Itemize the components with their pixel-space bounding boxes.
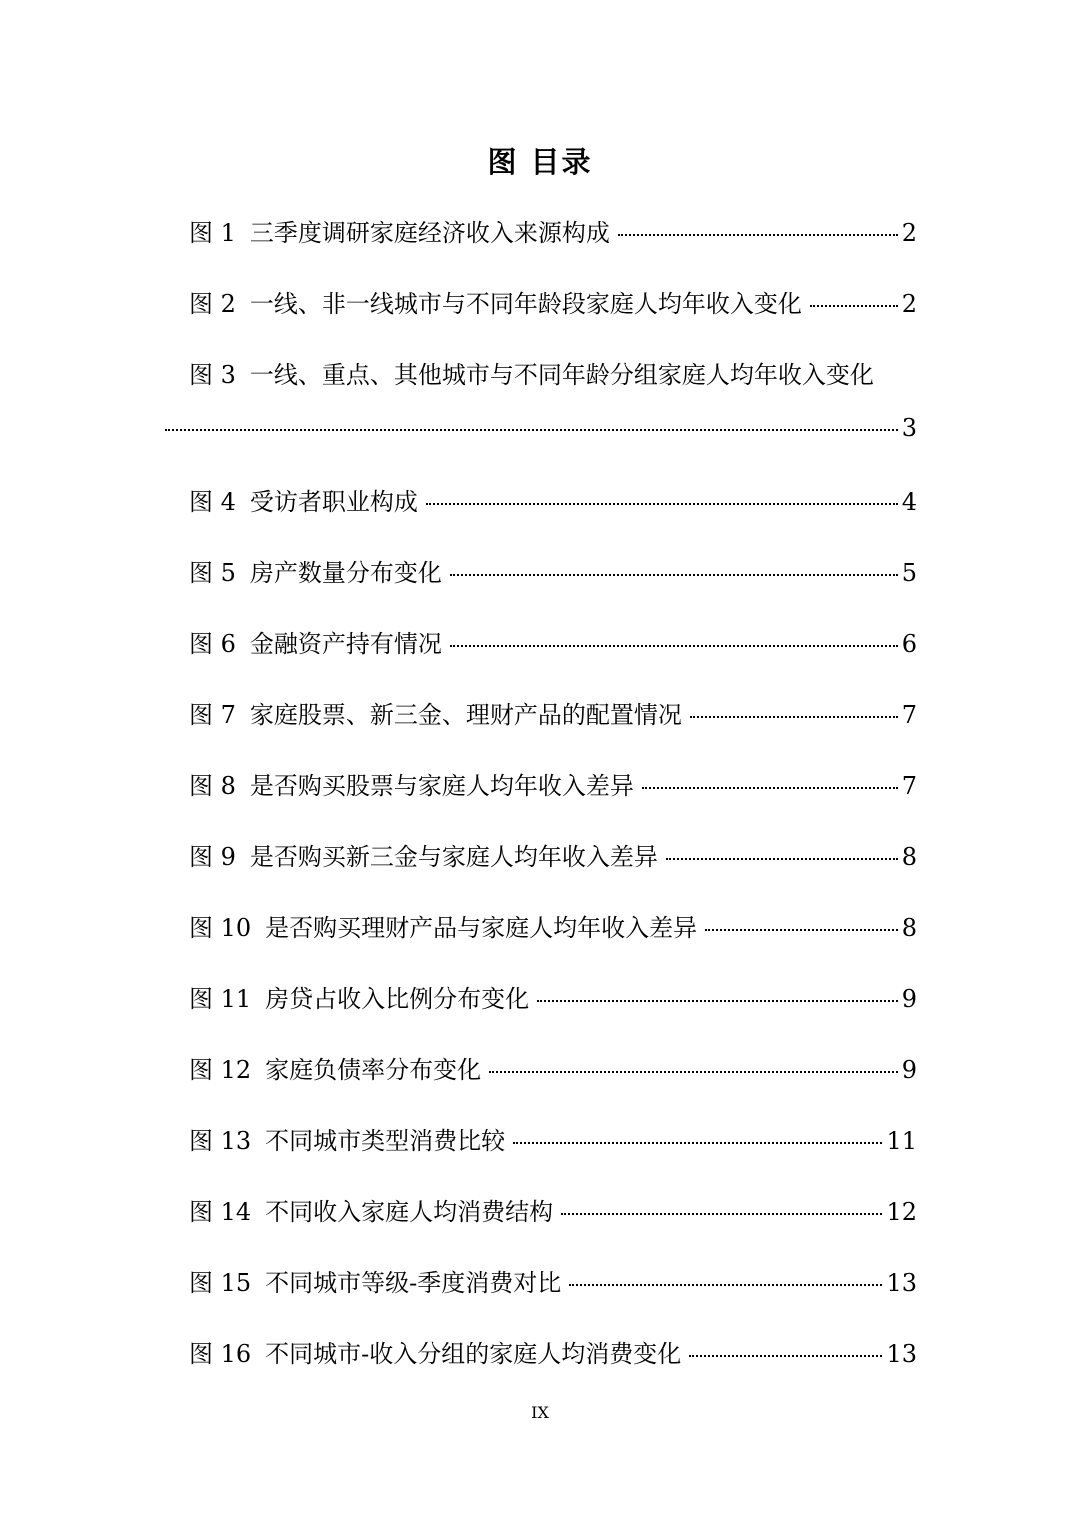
figure-number: 图 16	[189, 1340, 252, 1368]
dot-leader	[569, 1284, 882, 1286]
figure-caption: 不同城市类型消费比较	[265, 1127, 506, 1155]
figure-number: 图 15	[189, 1269, 252, 1297]
dot-leader	[666, 858, 898, 860]
toc-entry[interactable]	[189, 766, 917, 802]
page-number: 12	[886, 1198, 917, 1226]
toc-entry[interactable]	[189, 1192, 917, 1228]
page-number: 5	[901, 559, 917, 587]
figure-caption: 是否购买新三金与家庭人均年收入差异	[249, 843, 658, 871]
figure-number: 图 5	[189, 559, 236, 587]
toc-entry[interactable]	[189, 1050, 917, 1086]
figure-number: 图 4	[189, 488, 236, 516]
dot-leader	[689, 1355, 882, 1357]
toc-entry[interactable]	[189, 624, 917, 660]
figure-caption: 是否购买理财产品与家庭人均年收入差异	[265, 914, 698, 942]
figure-caption: 不同城市-收入分组的家庭人均消费变化	[265, 1340, 682, 1368]
figure-number: 图 13	[189, 1127, 252, 1155]
figure-caption: 不同收入家庭人均消费结构	[265, 1198, 554, 1226]
dot-leader	[705, 929, 898, 931]
dot-leader	[810, 305, 898, 307]
figure-number: 图 3	[189, 361, 236, 389]
figure-number: 图 14	[189, 1198, 252, 1226]
page-number: 7	[901, 772, 917, 800]
page-number: 3	[901, 414, 917, 442]
dot-leader	[537, 1000, 898, 1002]
page-number: 13	[886, 1269, 917, 1297]
toc-entry[interactable]	[189, 553, 917, 589]
page-number: 11	[886, 1127, 917, 1155]
dot-leader	[450, 574, 898, 576]
dot-leader	[618, 234, 898, 236]
toc-entry[interactable]	[189, 284, 917, 320]
toc-entry[interactable]	[189, 482, 917, 518]
figure-number: 图 11	[189, 985, 252, 1013]
toc-entry[interactable]	[189, 1334, 917, 1370]
page-number: 9	[901, 1056, 917, 1084]
figure-number: 图 10	[189, 914, 252, 942]
dot-leader	[165, 429, 898, 431]
toc-entry[interactable]	[189, 213, 917, 249]
dot-leader	[426, 503, 898, 505]
figure-number: 图 1	[189, 219, 236, 247]
dot-leader	[489, 1071, 898, 1073]
toc-entry[interactable]	[189, 695, 917, 731]
figure-caption: 受访者职业构成	[249, 488, 418, 516]
figure-number: 图 9	[189, 843, 236, 871]
page-number: 6	[901, 630, 917, 658]
dot-leader	[450, 645, 898, 647]
figure-caption: 家庭负债率分布变化	[265, 1056, 482, 1084]
toc-entry[interactable]	[189, 908, 917, 944]
figure-number: 图 7	[189, 701, 236, 729]
toc-entry[interactable]	[189, 837, 917, 873]
toc-entry[interactable]	[189, 979, 917, 1015]
figure-caption: 一线、非一线城市与不同年龄段家庭人均年收入变化	[249, 290, 802, 318]
figure-number: 图 2	[189, 290, 236, 318]
page-footer-number: IX	[531, 1403, 549, 1422]
dot-leader	[561, 1213, 882, 1215]
figure-caption: 是否购买股票与家庭人均年收入差异	[249, 772, 634, 800]
figure-caption: 金融资产持有情况	[249, 630, 442, 658]
figure-number: 图 8	[189, 772, 236, 800]
page-number: 7	[901, 701, 917, 729]
figure-caption: 不同城市等级-季度消费对比	[265, 1269, 562, 1297]
page-number: 8	[901, 914, 917, 942]
figure-caption: 一线、重点、其他城市与不同年龄分组家庭人均年收入变化	[249, 361, 874, 389]
toc-entry[interactable]	[189, 1121, 917, 1157]
page-number: 2	[901, 219, 917, 247]
page-number: 9	[901, 985, 917, 1013]
page-number: 8	[901, 843, 917, 871]
figure-caption: 房产数量分布变化	[249, 559, 442, 587]
figure-number: 图 12	[189, 1056, 252, 1084]
page-number: 13	[886, 1340, 917, 1368]
dot-leader	[513, 1142, 882, 1144]
page-title: 图 目录	[487, 145, 593, 179]
figure-caption: 三季度调研家庭经济收入来源构成	[249, 219, 610, 247]
figure-number: 图 6	[189, 630, 236, 658]
dot-leader	[642, 787, 898, 789]
toc-entry[interactable]	[189, 355, 917, 391]
toc-entry[interactable]	[189, 1263, 917, 1299]
dot-leader	[690, 716, 898, 718]
figure-caption: 家庭股票、新三金、理财产品的配置情况	[249, 701, 682, 729]
page-number: 2	[901, 290, 917, 318]
toc-entry-continuation[interactable]	[165, 414, 917, 450]
figure-caption: 房贷占收入比例分布变化	[265, 985, 530, 1013]
page-number: 4	[901, 488, 917, 516]
